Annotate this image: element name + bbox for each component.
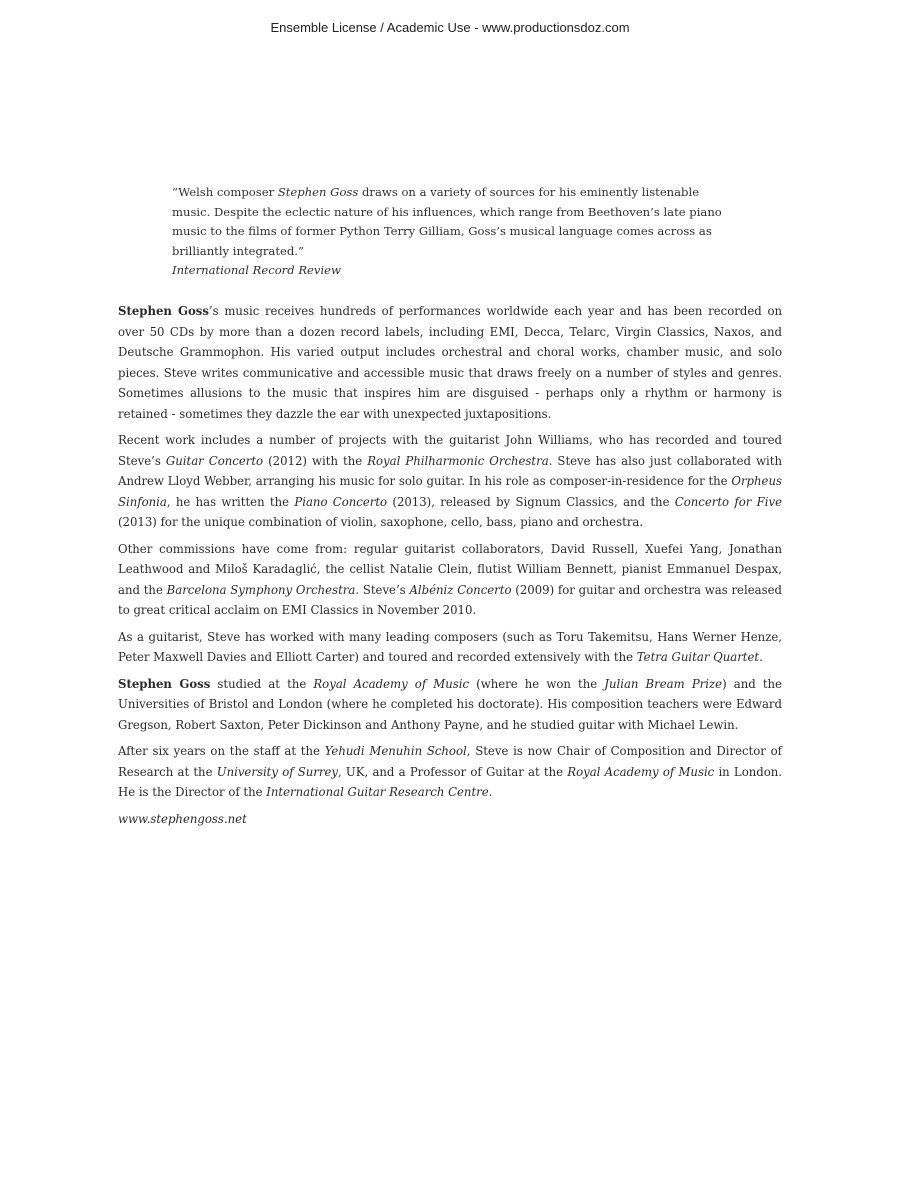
institution-name: International Guitar Research Centre: [266, 785, 489, 799]
bio-text: .: [488, 785, 493, 799]
bio-paragraph-4: [118, 627, 782, 668]
institution-name: Royal Academy of Music: [313, 676, 470, 691]
ensemble-name: Tetra Guitar Quartet: [636, 650, 760, 664]
bio-text: Other commissions have come from: regular guitarist collaborators, David Russell, Xuefei Yang, Jonathan Leathwood and Miloš Karadaglić, the cellist Natalie Clein, flutist William Bennett, pianist Emmanuel Despax, and the: [118, 541, 782, 597]
bio-text: . Steve’s: [355, 582, 410, 597]
ensemble-name: Royal Philharmonic Orchestra: [367, 453, 549, 468]
composer-name: Stephen Goss: [118, 304, 209, 318]
bio-text: in London. He is the Director of the: [118, 764, 783, 799]
bio-text: Recent work includes a number of projects with the guitarist John Williams, who has recorded and toured Steve’s: [118, 433, 782, 468]
bio-paragraph-6: [118, 741, 782, 803]
bio-text: , UK, and a Professor of Guitar at the: [338, 764, 568, 779]
award-name: Julian Bream Prize: [604, 676, 723, 691]
ensemble-name: Barcelona Symphony Orchestra: [166, 582, 356, 597]
bio-text: .: [759, 650, 763, 664]
quote-text: draws on a variety of sources for his eminently listenable music. Despite the eclectic nature of his influences, which range from Beethoven’s late piano music to the films of former Python Terry Gilliam, Goss’s musical language comes across as brilliantly integrated.”: [172, 185, 722, 258]
institution-name: Yehudi Menuhin School: [324, 744, 467, 758]
bio-paragraph-5: [118, 674, 782, 736]
bio-paragraph-3: [118, 539, 782, 621]
institution-name: Royal Academy of Music: [567, 764, 715, 779]
institution-name: University of Surrey: [216, 764, 338, 779]
bio-paragraph-2: [118, 430, 782, 533]
quote-composer-name: Stephen Goss: [277, 185, 359, 199]
bio-paragraph-1: [118, 301, 782, 424]
bio-text: As a guitarist, Steve has worked with many leading composers (such as Toru Takemitsu, Hans Werner Henze, Peter Maxwell Davies and Elliott Carter) and toured and recorded extensively with the: [118, 629, 782, 664]
bio-text: , he has written the: [166, 494, 295, 509]
work-title: Guitar Concerto: [165, 453, 264, 468]
quote-text: “Welsh composer: [172, 185, 278, 199]
composer-name: Stephen Goss: [118, 676, 211, 691]
bio-text: ) and the Universities of Bristol and London (where he completed his doctorate). His composition teachers were Edward Gregson, Robert Saxton, Peter Dickinson and Anthony Payne, and he studied guitar with Michael Lewin.: [118, 676, 782, 732]
work-title: Albéniz Concerto: [409, 582, 512, 597]
ensemble-name: Orpheus Sinfonia: [118, 474, 782, 509]
bio-text: ’s music receives hundreds of performances worldwide each year and has been recorded on over 50 CDs by more than a dozen record labels, including EMI, Decca, Telarc, Virgin Classics, Naxos, and Deutsche Grammophon. His varied output includes orchestral and choral works, chamber music, and solo pieces. Steve writes communicative and accessible music that draws freely on a number of styles and genres. Sometimes allusions to the music that inspires him are disguised - perhaps only a rhythm or harmony is retained - sometimes they dazzle the ear with unexpected juxtapositions.: [118, 304, 783, 421]
bio-text: (2013) for the unique combination of violin, saxophone, cello, bass, piano and orchestra.: [118, 515, 644, 529]
work-title: Piano Concerto: [294, 494, 388, 509]
review-quote: [172, 183, 732, 281]
bio-text: After six years on the staff at the: [118, 744, 325, 758]
bio-text: , Steve is now Chair of Composition and Director of Research at the: [118, 744, 782, 779]
work-title: Concerto for Five: [674, 494, 783, 509]
bio-text: (2012) with the: [263, 453, 368, 468]
biography: [118, 301, 782, 835]
website-link[interactable]: www.stephengoss.net: [118, 811, 247, 826]
bio-text: (2009) for guitar and orchestra was released to great critical acclaim on EMI Classics in November 2010.: [118, 582, 782, 617]
bio-text: . Steve has also just collaborated with Andrew Lloyd Webber, arranging his music for solo guitar. In his role as composer-in-residence for the: [118, 453, 782, 488]
bio-text: (where he won the: [469, 676, 605, 691]
bio-text: (2013), released by Signum Classics, and the: [387, 494, 675, 509]
license-header: Ensemble License / Academic Use - www.productionsdoz.com: [270, 20, 630, 35]
quote-source: International Record Review: [172, 263, 341, 277]
bio-text: studied at the: [210, 676, 314, 691]
